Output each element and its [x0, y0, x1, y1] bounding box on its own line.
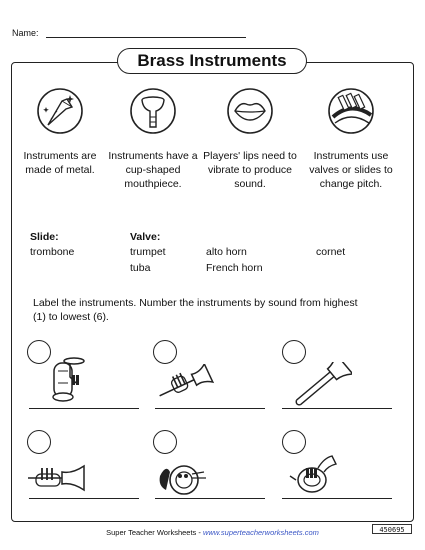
answer-circle-2[interactable]	[153, 340, 177, 364]
answer-line-1[interactable]	[29, 408, 139, 409]
page-title: Brass Instruments	[117, 48, 307, 74]
feature-text-metal: Instruments are made of metal.	[23, 150, 97, 176]
answer-line-5[interactable]	[155, 498, 265, 499]
footer-brand: Super Teacher Worksheets	[106, 528, 197, 537]
feature-text-mouthpiece: Instruments have a cup-shaped mouthpiece.	[108, 150, 198, 190]
trombone-icon	[292, 362, 352, 406]
valve-item-alto-horn: alto horn	[206, 246, 247, 258]
valve-item-cornet: cornet	[316, 246, 346, 258]
answer-line-2[interactable]	[155, 408, 265, 409]
slide-item-trombone: trombone	[30, 246, 75, 258]
trumpet-icon	[155, 364, 215, 408]
valve-heading: Valve:	[130, 231, 161, 243]
mouthpiece-icon	[129, 87, 177, 135]
name-label: Name:	[12, 28, 39, 38]
tuba-icon	[40, 357, 100, 401]
answer-circle-5[interactable]	[153, 430, 177, 454]
valve-item-trumpet: trumpet	[130, 246, 166, 258]
feature-text-lips: Players' lips need to vibrate to produce sound.	[203, 150, 297, 190]
answer-line-6[interactable]	[282, 498, 392, 499]
french-horn-icon	[156, 456, 216, 500]
answer-circle-3[interactable]	[282, 340, 306, 364]
answer-line-4[interactable]	[29, 498, 139, 499]
valve-item-french-horn: French horn	[206, 262, 263, 274]
valve-item-tuba: tuba	[130, 262, 151, 274]
footer-separator: -	[196, 528, 203, 537]
worksheet-code: 450695	[372, 524, 412, 534]
valves-icon	[327, 87, 375, 135]
answer-circle-4[interactable]	[27, 430, 51, 454]
feature-text-valves: Instruments use valves or slides to change pitch.	[309, 150, 393, 190]
instructions-text: Label the instruments. Number the instruments by sound from highest (1) to lowest (6).	[33, 297, 358, 323]
metal-shine-icon	[36, 87, 84, 135]
footer	[0, 528, 425, 537]
slide-heading: Slide:	[30, 231, 59, 243]
alto-horn-icon	[282, 452, 342, 496]
answer-circle-6[interactable]	[282, 430, 306, 454]
name-write-line[interactable]	[46, 37, 246, 38]
answer-line-3[interactable]	[282, 408, 392, 409]
lips-icon	[226, 87, 274, 135]
footer-url-link[interactable]: www.superteacherworksheets.com	[202, 528, 319, 537]
